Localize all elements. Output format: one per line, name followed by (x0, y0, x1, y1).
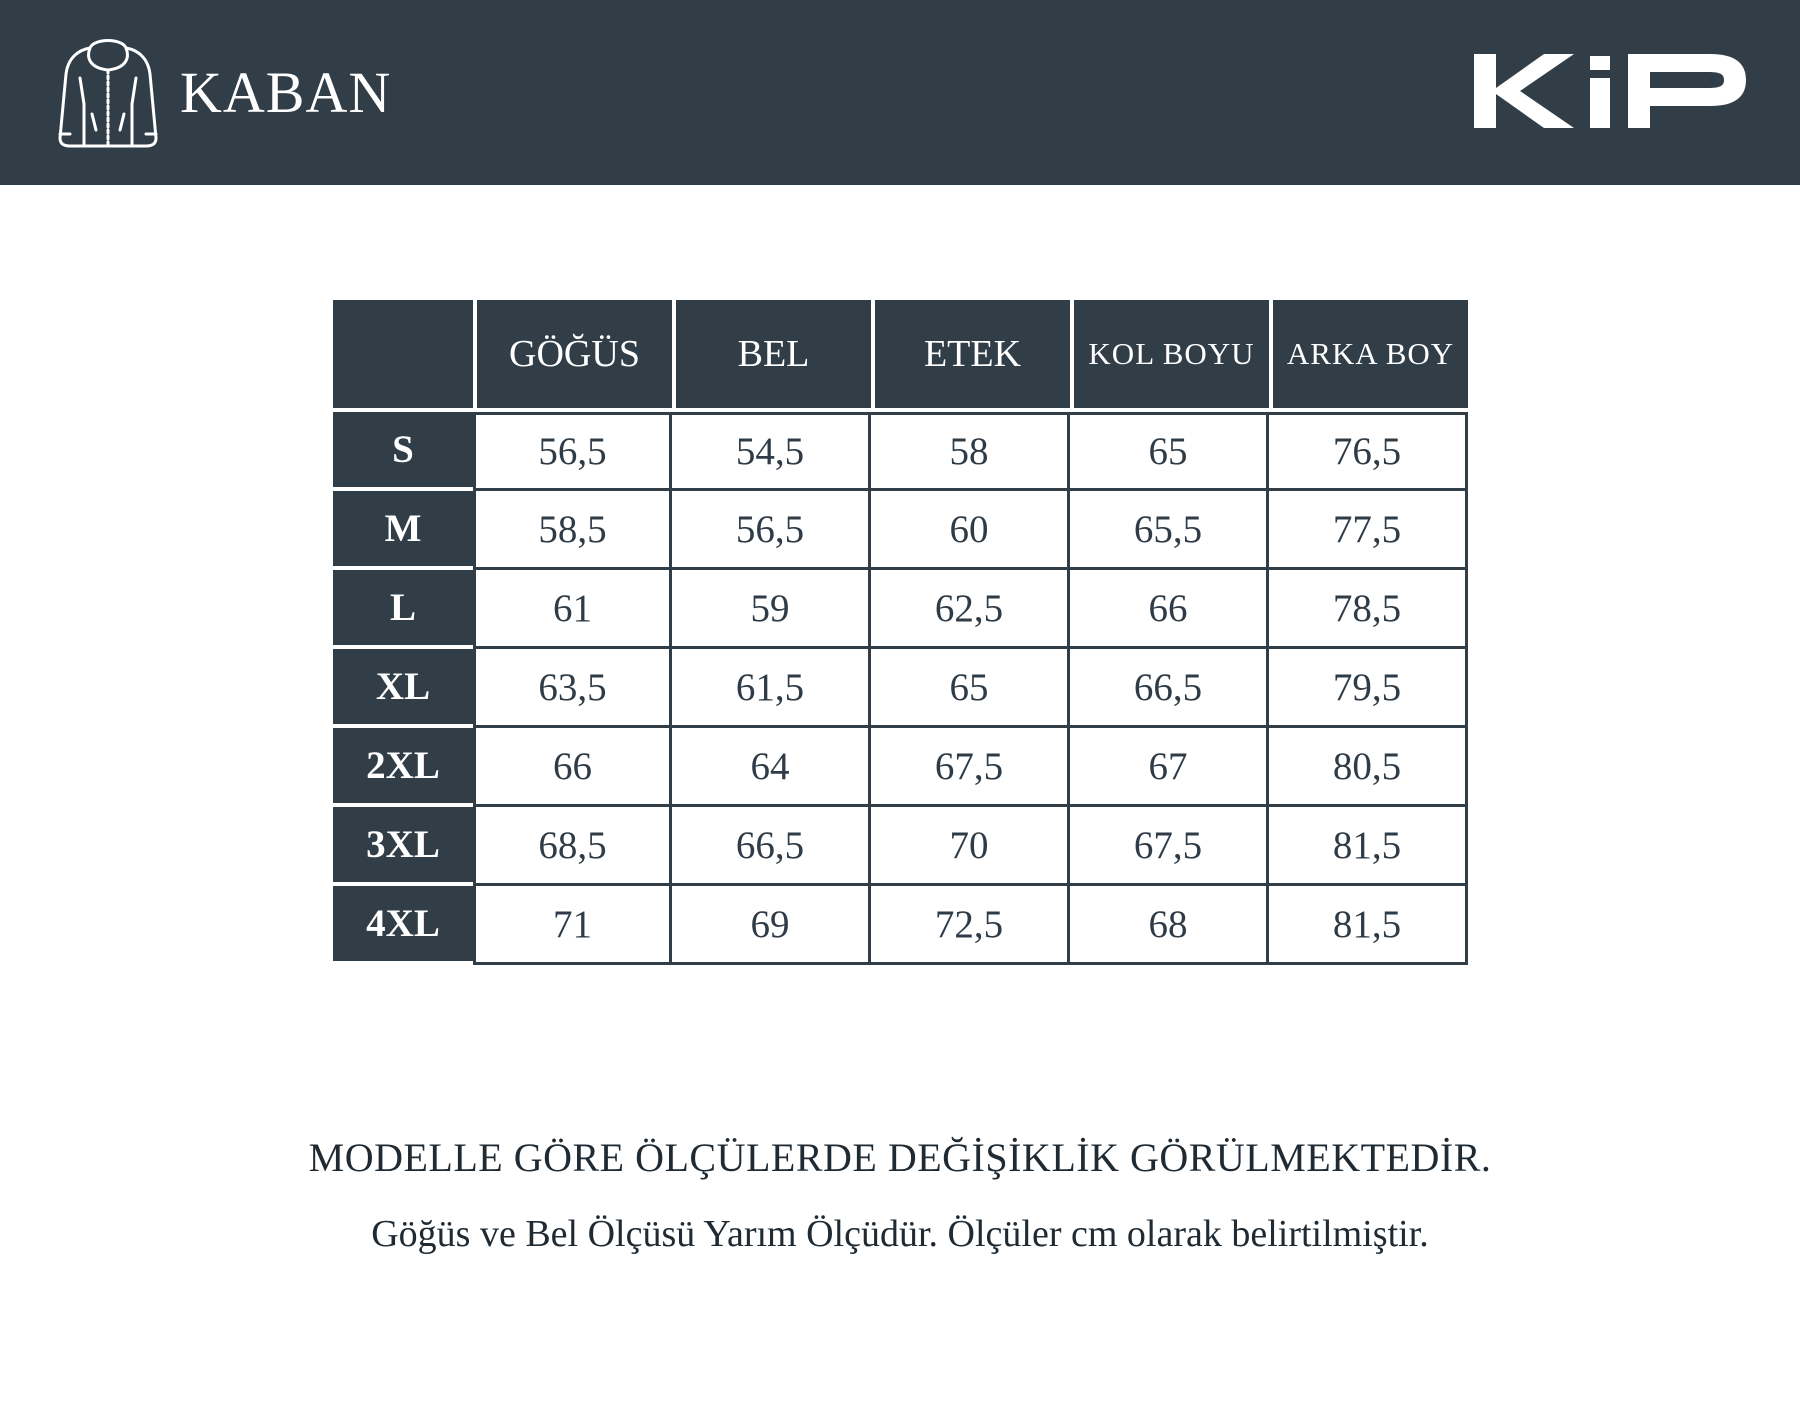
table-cell: 66 (1070, 570, 1269, 649)
table-cell: 80,5 (1269, 728, 1468, 807)
size-label: 3XL (333, 807, 473, 886)
table-row (333, 570, 1468, 649)
table-cell: 77,5 (1269, 491, 1468, 570)
table-cell: 56,5 (473, 412, 672, 491)
column-header-bel: BEL (672, 300, 871, 412)
table-cell: 68,5 (473, 807, 672, 886)
measurement-disclaimer: MODELLE GÖRE ÖLÇÜLERDE DEĞİŞİKLİK GÖRÜLMEKTEDİR. (308, 1135, 1492, 1180)
table-cell: 67 (1070, 728, 1269, 807)
table-cell: 79,5 (1269, 649, 1468, 728)
table-cell: 81,5 (1269, 807, 1468, 886)
table-cell: 58,5 (473, 491, 672, 570)
table-row (333, 807, 1468, 886)
table-cell: 78,5 (1269, 570, 1468, 649)
table-cell: 68 (1070, 886, 1269, 965)
column-header-arka-boy: ARKA BOY (1269, 300, 1468, 412)
table-cell: 67,5 (871, 728, 1070, 807)
table-cell: 54,5 (672, 412, 871, 491)
table-cell: 76,5 (1269, 412, 1468, 491)
column-header-etek: ETEK (871, 300, 1070, 412)
header-bar (0, 0, 1800, 185)
table-cell: 62,5 (871, 570, 1070, 649)
column-header-kol-boyu: KOL BOYU (1070, 300, 1269, 412)
table-cell: 70 (871, 807, 1070, 886)
table-row (333, 649, 1468, 728)
product-title: KABAN (180, 60, 392, 125)
table-cell: 72,5 (871, 886, 1070, 965)
measurement-info: Göğüs ve Bel Ölçüsü Yarım Ölçüdür. Ölçüler cm olarak belirtilmiştir. (371, 1213, 1429, 1255)
table-cell: 65 (871, 649, 1070, 728)
table-cell: 67,5 (1070, 807, 1269, 886)
table-cell: 81,5 (1269, 886, 1468, 965)
table-cell: 64 (672, 728, 871, 807)
table-cell: 65,5 (1070, 491, 1269, 570)
table-header-row (333, 300, 1468, 412)
table-row (333, 728, 1468, 807)
table-cell: 71 (473, 886, 672, 965)
table-cell: 69 (672, 886, 871, 965)
size-label: L (333, 570, 473, 649)
table-row (333, 491, 1468, 570)
table-cell: 56,5 (672, 491, 871, 570)
table-cell: 58 (871, 412, 1070, 491)
jacket-icon (56, 34, 160, 150)
table-cell: 66,5 (672, 807, 871, 886)
table-cell: 59 (672, 570, 871, 649)
size-label: S (333, 412, 473, 491)
table-row (333, 886, 1468, 965)
table-row (333, 412, 1468, 491)
table-cell: 60 (871, 491, 1070, 570)
table-cell: 63,5 (473, 649, 672, 728)
table-cell: 61 (473, 570, 672, 649)
table-cell: 66 (473, 728, 672, 807)
column-header-gogus: GÖĞÜS (473, 300, 672, 412)
size-label: 2XL (333, 728, 473, 807)
size-label: 4XL (333, 886, 473, 965)
size-label: M (333, 491, 473, 570)
size-chart-table (333, 300, 1468, 965)
table-cell: 65 (1070, 412, 1269, 491)
corner-cell (333, 300, 473, 412)
size-label: XL (333, 649, 473, 728)
table-cell: 66,5 (1070, 649, 1269, 728)
brand-logo (1470, 48, 1750, 132)
table-cell: 61,5 (672, 649, 871, 728)
